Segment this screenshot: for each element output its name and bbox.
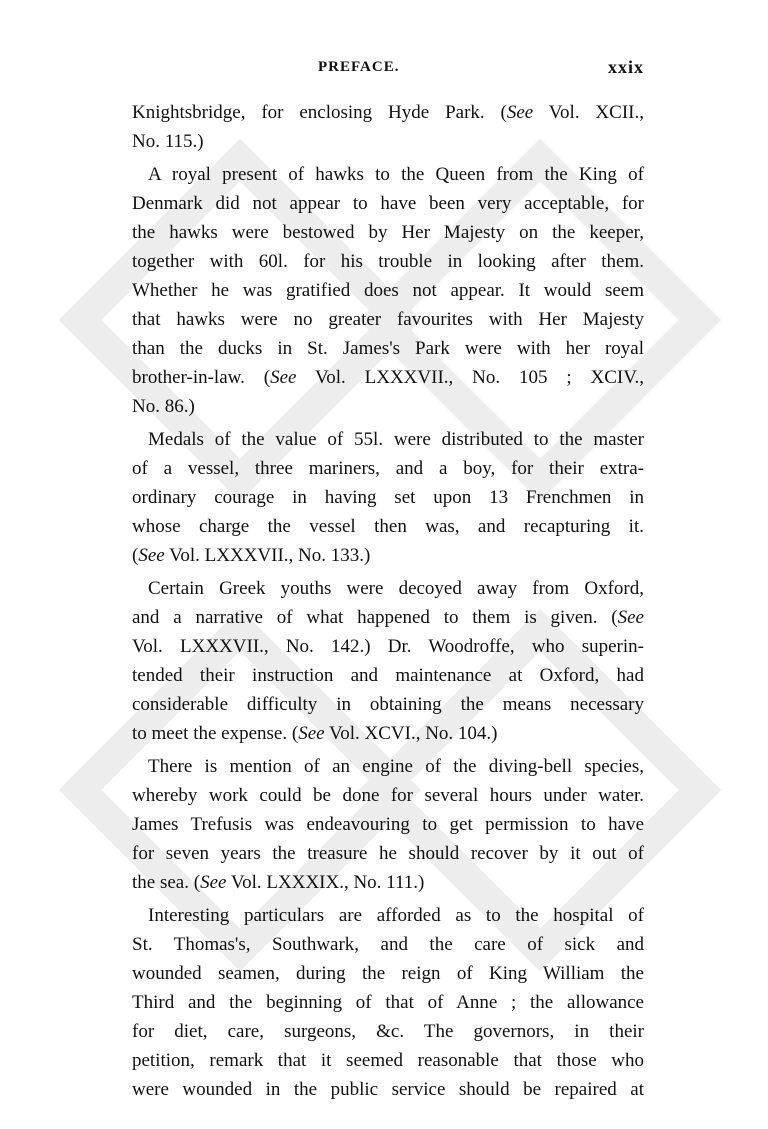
paragraph-5 [132, 752, 644, 897]
paragraph-6 [132, 901, 644, 1104]
text-line: No. 115.) [132, 131, 204, 152]
text-line: and a narrative of what happened to them is given. (See [132, 607, 644, 628]
text-line: for diet, care, surgeons, &c. The governors, in their [132, 1021, 644, 1042]
text-line: the hawks were bestowed by Her Majesty on the keeper, [132, 222, 644, 243]
text-line: A royal present of hawks to the Queen from the King of [148, 164, 644, 185]
text-line: St. Thomas's, Southwark, and the care of sick and [132, 934, 644, 955]
paragraph-4 [132, 574, 644, 748]
running-head: PREFACE. [318, 59, 400, 75]
text-line: Medals of the value of 55l. were distributed to the master [148, 429, 644, 450]
text-line: together with 60l. for his trouble in looking after them. [132, 251, 644, 272]
text-line: tended their instruction and maintenance at Oxford, had [132, 665, 644, 686]
body-text [132, 98, 644, 1104]
text-line: Certain Greek youths were decoyed away from Oxford, [148, 578, 644, 599]
paragraph-1 [132, 98, 644, 156]
text-line: considerable difficulty in obtaining the means necessary [132, 694, 644, 715]
text-line: that hawks were no greater favourites with Her Majesty [132, 309, 644, 330]
text-line: to meet the expense. (See Vol. XCVI., No. 104.) [132, 723, 498, 744]
text-line: ordinary courage in having set upon 13 Frenchmen in [132, 487, 644, 508]
text-line: Interesting particulars are afforded as to the hospital of [148, 905, 644, 926]
paragraph-2 [132, 160, 644, 421]
text-line: petition, remark that it seemed reasonable that those who [132, 1050, 644, 1071]
text-line: whose charge the vessel then was, and recapturing it. [132, 516, 644, 537]
paragraph-3 [132, 425, 644, 570]
text-line: for seven years the treasure he should recover by it out of [132, 843, 644, 864]
page-header [132, 55, 644, 85]
text-line: There is mention of an engine of the diving-bell species, [148, 756, 644, 777]
text-line: Third and the beginning of that of Anne ; the allowance [132, 992, 644, 1013]
text-line: whereby work could be done for several hours under water. [132, 785, 644, 806]
text-line: were wounded in the public service should be repaired at [132, 1079, 644, 1100]
text-line: Knightsbridge, for enclosing Hyde Park. (See Vol. XCII., [132, 102, 644, 123]
text-line: wounded seamen, during the reign of King William the [132, 963, 644, 984]
text-line: than the ducks in St. James's Park were with her royal [132, 338, 644, 359]
text-line: the sea. (See Vol. LXXXIX., No. 111.) [132, 872, 425, 893]
text-line: Denmark did not appear to have been very acceptable, for [132, 193, 644, 214]
text-line: brother-in-law. (See Vol. LXXXVII., No. 105 ; XCIV., [132, 367, 644, 388]
text-line: No. 86.) [132, 396, 195, 417]
text-line: of a vessel, three mariners, and a boy, for their extra- [132, 458, 644, 479]
text-line: Vol. LXXXVII., No. 142.) Dr. Woodroffe, who superin- [132, 636, 644, 657]
text-line: (See Vol. LXXXVII., No. 133.) [132, 545, 371, 566]
text-line: Whether he was gratified does not appear. It would seem [132, 280, 644, 301]
text-line: James Trefusis was endeavouring to get permission to have [132, 814, 644, 835]
page-number: xxix [607, 57, 644, 77]
